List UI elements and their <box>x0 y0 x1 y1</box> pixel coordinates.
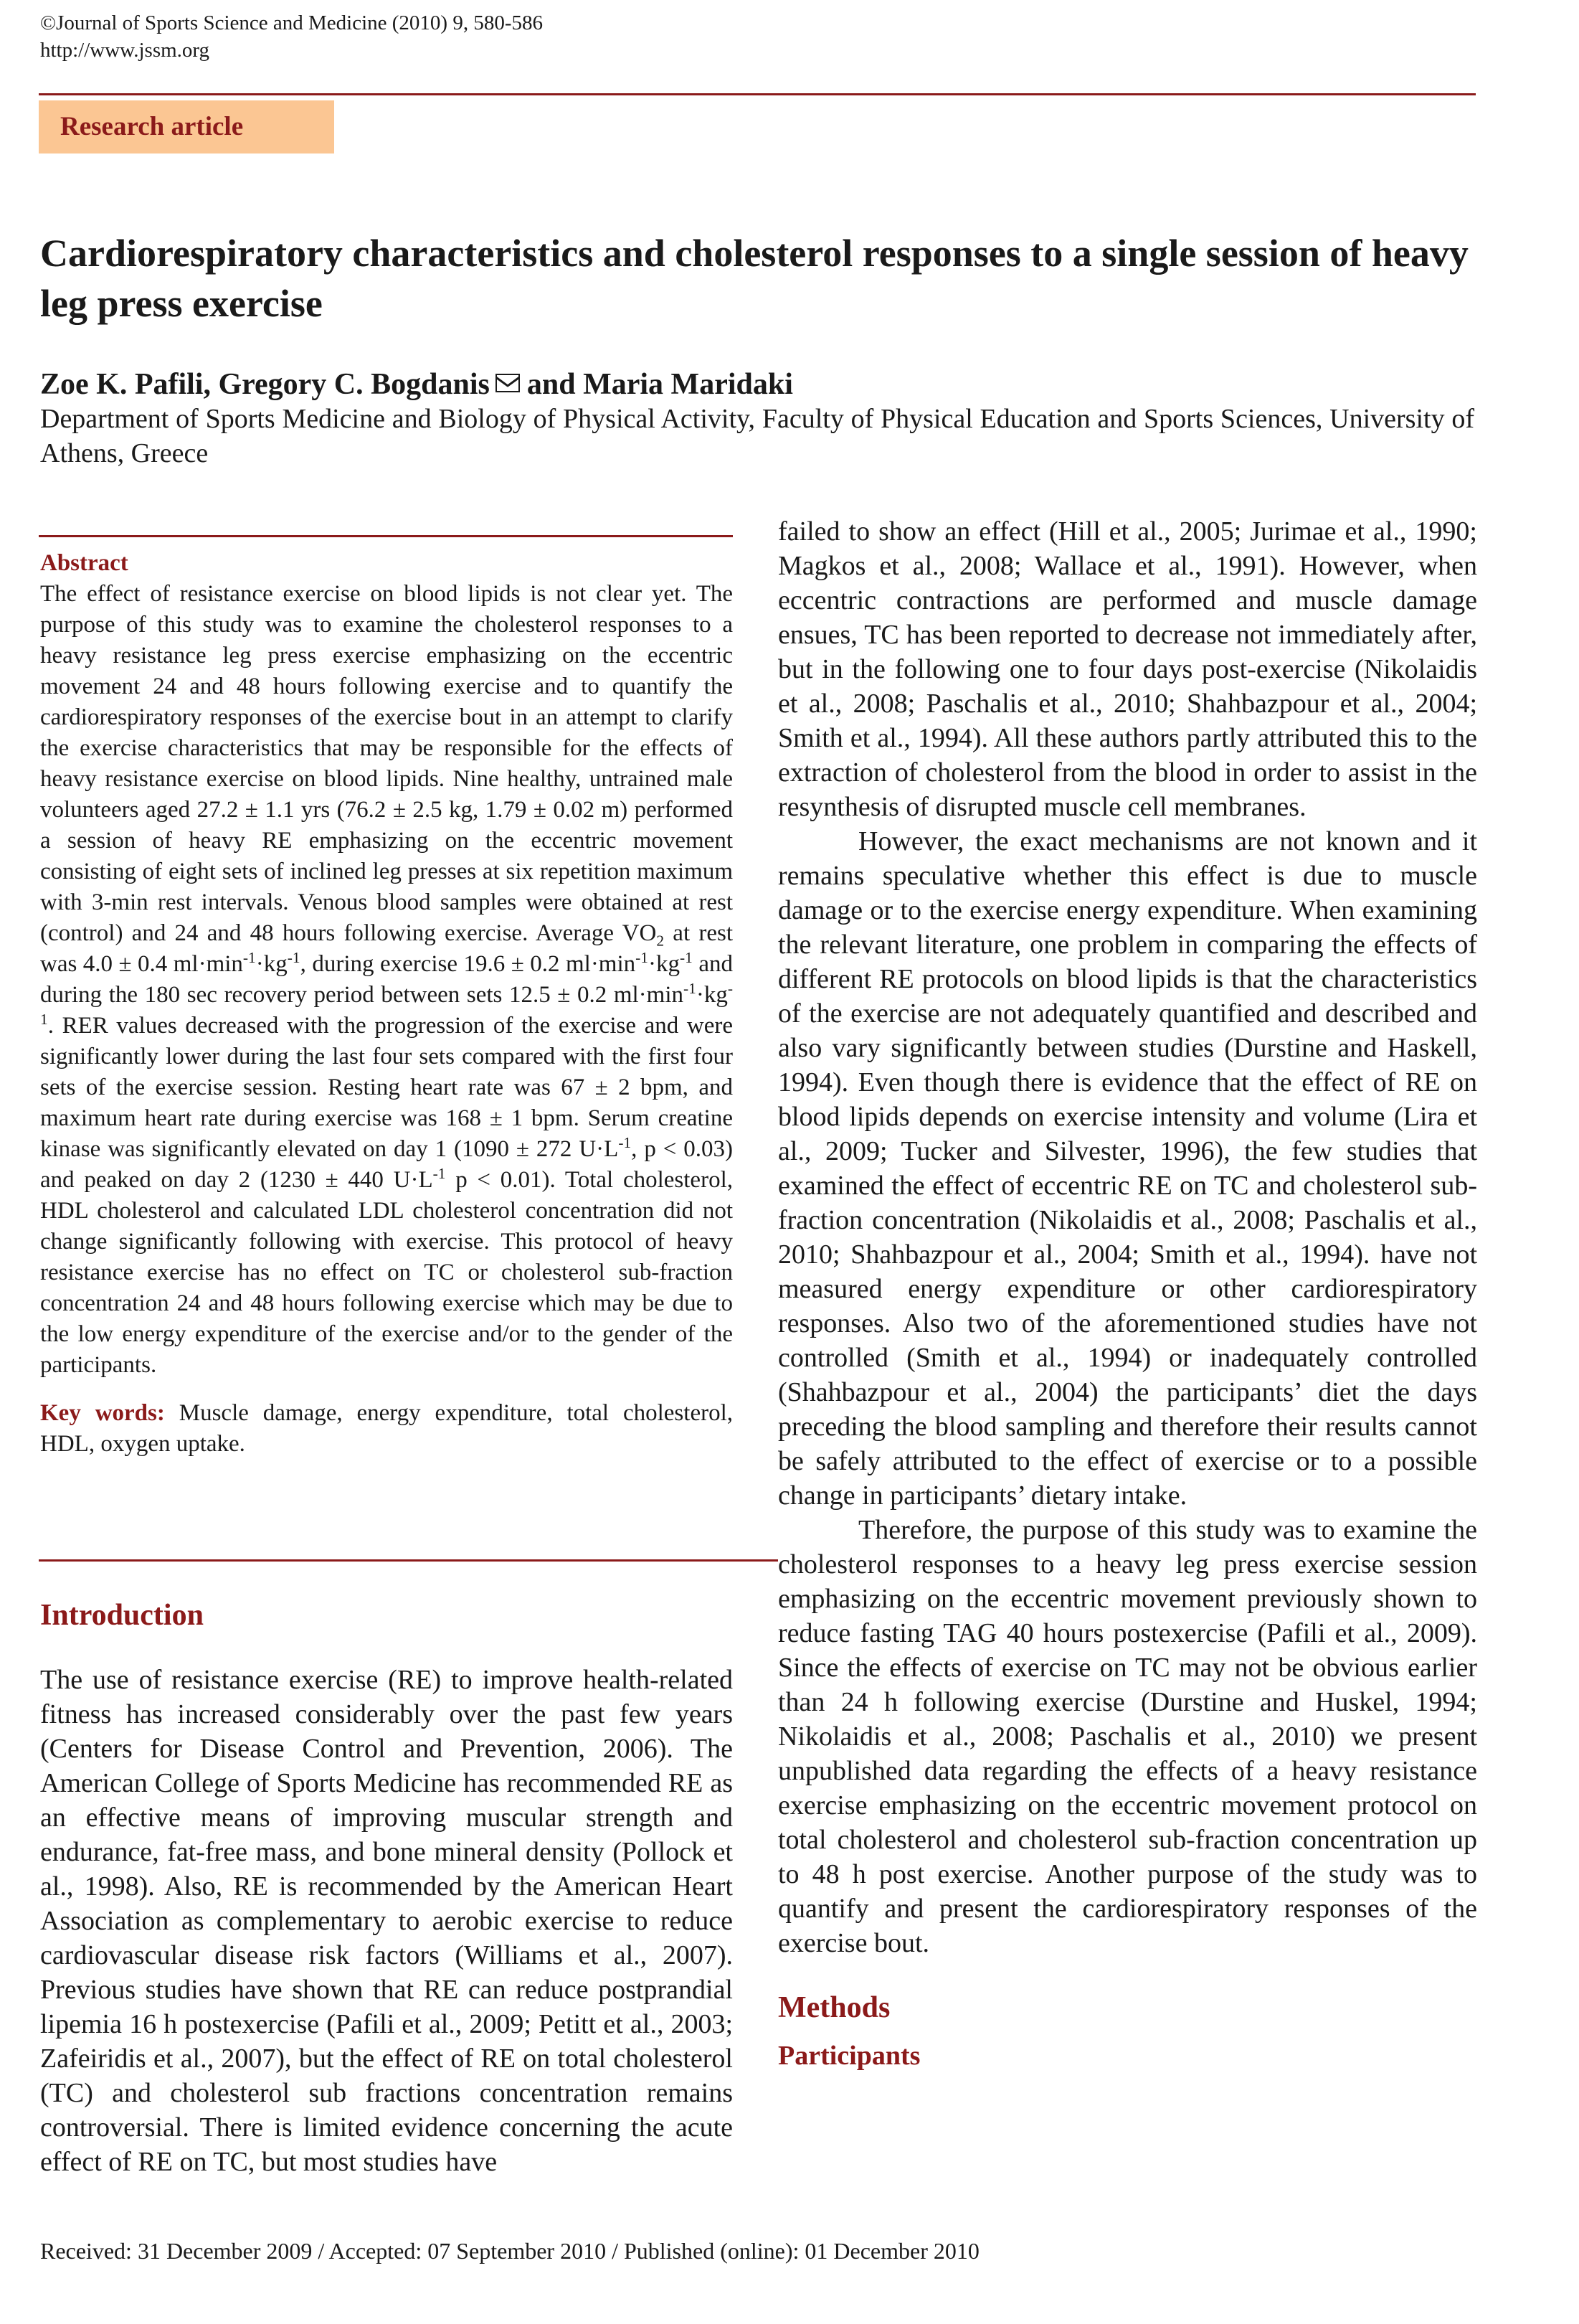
paper-title: Cardiorespiratory characteristics and cholesterol responses to a single session of heavy leg press exercise <box>40 232 1469 325</box>
abstract-top-rule <box>39 535 733 537</box>
authors-first: Zoe K. Pafili, Gregory C. Bogdanis <box>40 368 490 401</box>
introduction-paragraph-1-continued: failed to show an effect (Hill et al., 2005; Jurimae et al., 1990; Magkos et al., 2008; Wallace et al., 1991). However, when eccentric contractions are performed and muscle damage ensues, TC has been reported to decrease not immediately after, but in the following one to four days post-exercise (Nikolaidis et al., 2008; Paschalis et al., 2010; Shahbazpour et al., 2004; Smith et al., 1994). All these authors partly attributed this to the extraction of cholesterol from the blood in order to assist in the resynthesis of disrupted muscle cell membranes. <box>778 516 1477 822</box>
introduction-paragraph-3: Therefore, the purpose of this study was to examine the cholesterol responses to a heavy leg press exercise session emphasizing on the eccentric movement previously shown to reduce fasting TAG 40 hours postexercise (Pafili et al., 2009). Since the effects of exercise on TC may not be obvious earlier than 24 h following exercise (Durstine and Huskel, 1994; Nikolaidis et al., 2008; Paschalis et al., 2010) we present unpublished data regarding the effects of a heavy resistance exercise emphasizing on the eccentric movement protocol on total cholesterol and cholesterol sub-fraction concentration up to 48 h post exercise. Another purpose of the study was to quantify and present the cardiorespiratory responses of the exercise bout. <box>778 1515 1477 1958</box>
article-type-badge: Research article <box>39 100 334 153</box>
introduction-section <box>40 1595 733 2179</box>
abstract-block <box>40 548 733 1460</box>
keywords-text: Muscle damage, energy expenditure, total cholesterol, HDL, oxygen uptake. <box>40 1400 733 1457</box>
right-column <box>778 514 1477 2074</box>
introduction-paragraph-2: However, the exact mechanisms are not known and it remains speculative whether this effect is due to muscle damage or to the exercise energy expenditure. When examining the relevant literature, one problem in comparing the effects of different RE protocols on blood lipids is that the characteristics of the exercise are not adequately quantified and described and also vary significantly between studies (Durstine and Haskell, 1994). Even though there is evidence that the effect of RE on blood lipids depends on exercise intensity and volume (Lira et al., 2009; Tucker and Silvester, 1996), the few studies that examined the effect of eccentric RE on TC and cholesterol sub-fraction concentration (Nikolaidis et al., 2008; Paschalis et al., 2010; Shahbazpour et al., 2004; Smith et al., 1994). have not measured energy expenditure or other cardiorespiratory responses. Also two of the aforementioned studies have not controlled (Smith et al., 1994) or inadequately controlled (Shahbazpour et al., 2004) the participants’ diet the days preceding the blood sampling and therefore their results cannot be safely attributed to the effect of exercise or to a possible change in participants’ dietary intake. <box>778 826 1477 1511</box>
authors-last: and Maria Maridaki <box>526 368 793 401</box>
email-icon[interactable] <box>495 374 520 392</box>
author-list <box>40 364 793 405</box>
introduction-heading: Introduction <box>40 1599 204 1632</box>
keywords <box>40 1398 733 1460</box>
journal-citation: ©Journal of Sports Science and Medicine (2010) 9, 580-586 <box>40 11 543 34</box>
introduction-paragraph-1: The use of resistance exercise (RE) to improve health-related fitness has increased considerably over the past few years (Centers for Disease Control and Prevention, 2006). The American College of Sports Medicine has recommended RE as an effective means of improving muscular strength and endurance, fat-free mass, and bone mineral density (Pollock et al., 1998). Also, RE is recommended by the American Heart Association as complementary to aerobic exercise to reduce cardiovascular disease risk factors (Williams et al., 2007). Previous studies have shown that RE can reduce postprandial lipemia 16 h postexercise (Pafili et al., 2009; Petitt et al., 2003; Zafeiridis et al., 2007), but the effect of RE on total cholesterol (TC) and cholesterol sub fractions concentration remains controversial. There is limited evidence concerning the acute effect of RE on TC, but most studies have <box>40 1665 733 2177</box>
methods-heading: Methods <box>778 1991 891 2024</box>
participants-subheading: Participants <box>778 2041 921 2071</box>
journal-url[interactable]: http://www.jssm.org <box>40 39 210 62</box>
abstract-bottom-rule <box>39 1559 778 1562</box>
abstract-text: The effect of resistance exercise on blood lipids is not clear yet. The purpose of this study was to examine the cholesterol responses to a heavy resistance leg press exercise emphasizing on the eccentric movement 24 and 48 hours following exercise and to quantify the cardiorespiratory responses of the exercise bout in an attempt to clarify the exercise characteristics that may be responsible for the effects of heavy resistance exercise on blood lipids. Nine healthy, untrained male volunteers aged 27.2 ± 1.1 yrs (76.2 ± 2.5 kg, 1.79 ± 0.02 m) performed a session of heavy RE emphasizing on the eccentric movement consisting of eight sets of inclined leg presses at six repetition maximum with 3-min rest intervals. Venous blood samples were obtained at rest (control) and 24 and 48 hours following exercise. Average $VO_2$ at rest was 4.0 ± 0.4 $ml\cdot\min^{-1}\cdot kg^{-1}$, during exercise 19.6 ± 0.2 $ml\cdot\min^{-1}\cdot kg^{-1}$ and during the 180 sec recovery period between sets 12.5 ± 0.2 $ml\cdot\min^{-1}\cdot kg^{-1}$. RER values decreased with the progression of the exercise and were significantly lower during the last four sets compared with the first four sets of the exercise session. Resting heart rate was 67 ± 2 bpm, and maximum heart rate during exercise was 168 ± 1 bpm. Serum creatine kinase was significantly elevated on day 1 (1090 ± 272 $U\cdot L^{-1}$, p < 0.03) and peaked on day 2 (1230 ± 440 $U\cdot L^{-1}$ p < 0.01). Total cholesterol, HDL cholesterol and calculated LDL cholesterol concentration did not change significantly following with exercise. This protocol of heavy resistance exercise has no effect on TC or cholesterol sub-fraction concentration 24 and 48 hours following exercise which may be due to the low energy expenditure of the exercise and/or to the gender of the participants. <box>40 581 733 1378</box>
header-rule <box>39 93 1476 95</box>
keywords-label: Key words: <box>40 1400 165 1426</box>
received-accepted-dates: Received: 31 December 2009 / Accepted: 07 September 2010 / Published (online): 01 December 2010 <box>40 2238 980 2264</box>
abstract-heading: Abstract <box>40 550 128 576</box>
affiliation: Department of Sports Medicine and Biology of Physical Activity, Faculty of Physical Education and Sports Sciences, University of Athens, Greece <box>40 404 1474 468</box>
